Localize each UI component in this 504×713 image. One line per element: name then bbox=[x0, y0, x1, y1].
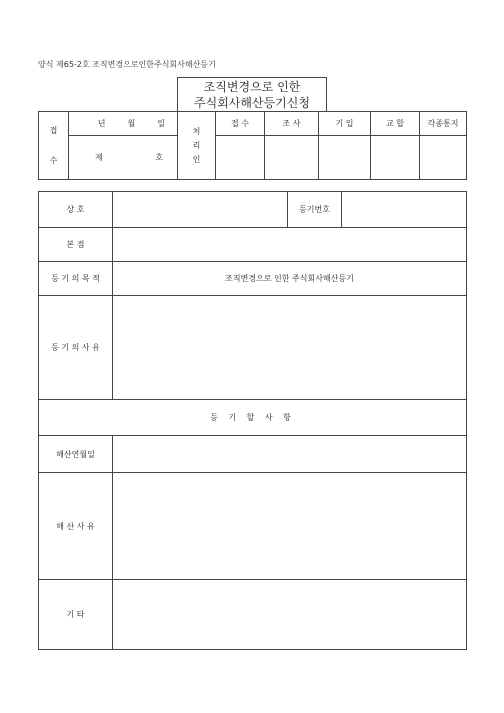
stamp-reception[interactable] bbox=[216, 136, 265, 180]
reception-table bbox=[38, 111, 467, 180]
dissolution-date-label: 해산연월일 bbox=[39, 436, 113, 473]
reception-number-cell[interactable]: 제 호 bbox=[69, 136, 178, 180]
reception-label: 접 수 bbox=[39, 112, 69, 180]
head-office-label: 본 점 bbox=[39, 228, 113, 262]
other-label: 기 타 bbox=[39, 580, 113, 650]
form-title bbox=[177, 77, 327, 111]
processing-label: 처 리 인 bbox=[178, 112, 216, 180]
registration-number-field[interactable] bbox=[342, 192, 467, 228]
trade-name-field[interactable] bbox=[113, 192, 288, 228]
form-title-line1: 조직변경으로 인한 bbox=[203, 79, 301, 94]
purpose-label: 등 기 의 목 적 bbox=[39, 262, 113, 296]
stamp-verification[interactable] bbox=[371, 136, 420, 180]
dissolution-reason-field[interactable] bbox=[113, 473, 467, 580]
matters-header: 등 기 할 사 항 bbox=[39, 400, 467, 436]
reception-date-cell[interactable]: 년 월 일 bbox=[69, 112, 178, 136]
registration-number-label: 등기번호 bbox=[288, 192, 342, 228]
cause-field[interactable] bbox=[113, 296, 467, 400]
col-entry: 기 입 bbox=[319, 112, 371, 136]
cause-label: 등 기 의 사 유 bbox=[39, 296, 113, 400]
dissolution-reason-label: 해 산 사 유 bbox=[39, 473, 113, 580]
stamp-entry[interactable] bbox=[319, 136, 371, 180]
trade-name-label: 상 호 bbox=[39, 192, 113, 228]
col-notification: 각종통지 bbox=[420, 112, 467, 136]
application-table bbox=[38, 191, 467, 650]
col-investigation: 조 사 bbox=[265, 112, 319, 136]
form-number-label: 양식 제65-2호 조직변경으로인한주식회사해산등기 bbox=[38, 60, 216, 69]
col-verification: 교 합 bbox=[371, 112, 420, 136]
other-field[interactable] bbox=[113, 580, 467, 650]
stamp-notification[interactable] bbox=[420, 136, 467, 180]
purpose-value: 조직변경으로 인한 주식회사해산등기 bbox=[113, 262, 467, 296]
col-reception: 접 수 bbox=[216, 112, 265, 136]
dissolution-date-field[interactable] bbox=[113, 436, 467, 473]
form-title-line2: 주식회사해산등기신청 bbox=[194, 95, 310, 110]
stamp-investigation[interactable] bbox=[265, 136, 319, 180]
head-office-field[interactable] bbox=[113, 228, 467, 262]
